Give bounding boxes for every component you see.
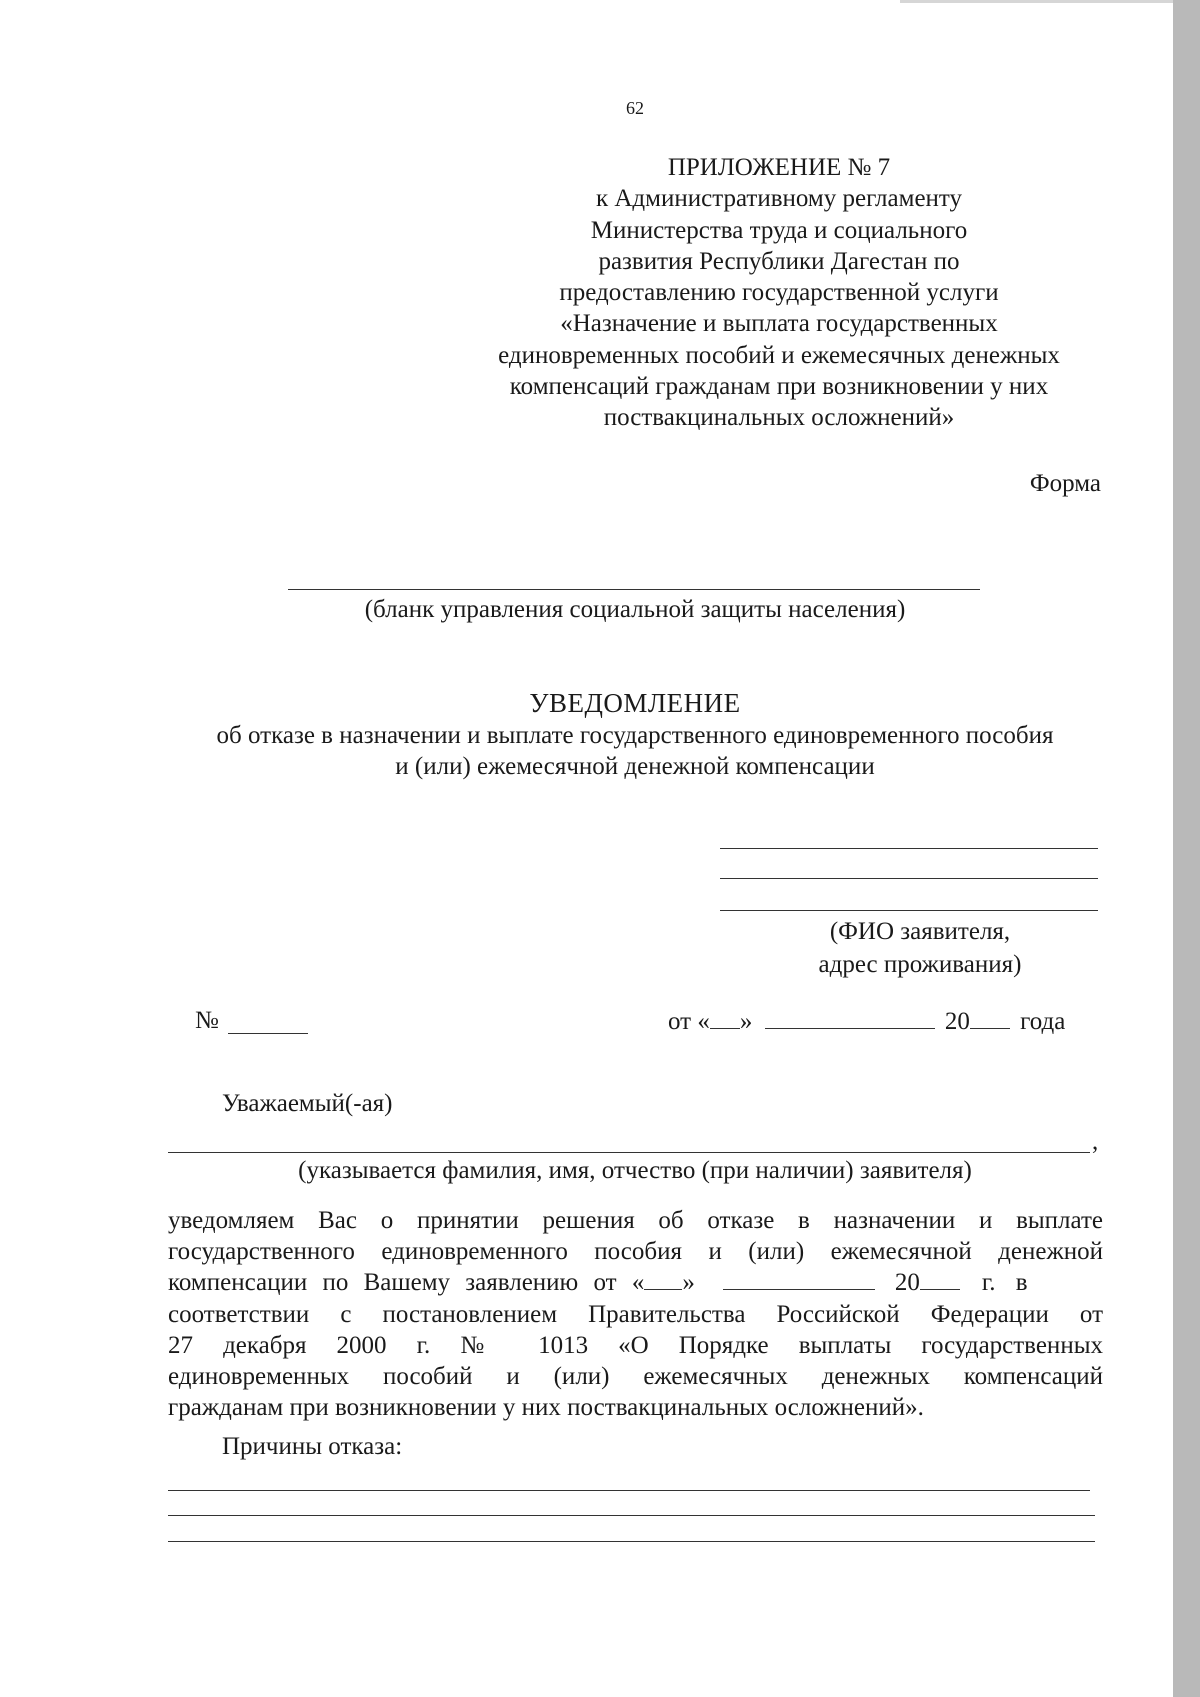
body-line: государственного единовременного пособия и (или) ежемесячной денежной <box>168 1238 1103 1266</box>
notice-subtitle-line: и (или) ежемесячной денежной компенсации <box>395 753 875 780</box>
recipient-caption-line: (ФИО заявителя, <box>829 918 1011 945</box>
date-year-prefix: 20 <box>944 1008 970 1035</box>
applicant-name-hint: (указывается фамилия, имя, отчество (при наличии) заявителя) <box>298 1157 972 1184</box>
body-line: гражданам при возникновении у них поствакцинальных осложнений». <box>168 1394 924 1422</box>
body-line3-start: компенсации по Вашему заявлению от « <box>168 1269 645 1297</box>
notice-subtitle <box>150 720 1120 782</box>
date-close-quote: » <box>739 1008 753 1035</box>
body-line: соответствии с постановлением Правительства Российской Федерации от <box>168 1300 1103 1328</box>
recipient-blank-line <box>720 848 1098 849</box>
appendix-line: поствакцинальных осложнений» <box>603 404 955 432</box>
body-line: уведомляем Вас о принятии решения об отказе в назначении и выплате <box>168 1207 1103 1234</box>
body-month-blank <box>723 1269 875 1290</box>
body-line3-quote: » <box>682 1269 695 1297</box>
date-month-blank <box>765 1008 935 1029</box>
date-year-suffix: года <box>1020 1008 1066 1035</box>
appendix-header <box>420 152 1138 434</box>
body-year-prefix: 20 <box>894 1269 920 1297</box>
appendix-line: «Назначение и выплата государственных <box>560 310 998 338</box>
reason-blank-line <box>168 1515 1095 1516</box>
letterhead-blank-line <box>288 589 980 590</box>
appendix-line: компенсаций гражданам при возникновении у них <box>509 373 1049 401</box>
body-line: 27 декабря 2000 г. № 1013 «О Порядке выплаты государственных <box>168 1331 1103 1359</box>
letterhead-caption: (бланк управления социальной защиты населения) <box>364 596 906 623</box>
reason-blank-line <box>168 1490 1090 1491</box>
recipient-caption-line: адрес проживания) <box>818 951 1022 978</box>
applicant-name-blank-line <box>168 1152 1090 1153</box>
recipient-blank-line <box>720 910 1098 911</box>
body-year-blank <box>920 1269 960 1290</box>
body-line: единовременных пособий и (или) ежемесячных денежных компенсаций <box>168 1363 1103 1391</box>
document-number-label: № <box>195 1007 219 1034</box>
document-number-blank <box>228 1033 308 1034</box>
appendix-line: к Административному регламенту <box>595 185 963 213</box>
recipient-caption <box>720 915 1120 981</box>
greeting: Уважаемый(-ая) <box>222 1090 393 1117</box>
body-line-with-date <box>168 1267 1103 1298</box>
notice-body <box>168 1205 1103 1423</box>
refusal-reasons-label: Причины отказа: <box>222 1433 403 1460</box>
appendix-line: единовременных пособий и ежемесячных денежных <box>498 341 1060 369</box>
document-date-row <box>668 1008 1065 1036</box>
scan-edge <box>1173 0 1200 1697</box>
appendix-line: Министерства труда и социального <box>590 216 968 244</box>
appendix-line: развития Республики Дагестан по <box>598 247 960 275</box>
appendix-line: предоставлению государственной услуги <box>559 279 999 307</box>
date-year-blank <box>970 1008 1010 1029</box>
date-from-label: от « <box>668 1008 710 1035</box>
notice-title: УВЕДОМЛЕНИЕ <box>529 688 741 718</box>
appendix-line: ПРИЛОЖЕНИЕ № 7 <box>667 154 891 181</box>
form-label: Форма <box>1029 470 1101 497</box>
page-number: 62 <box>626 98 644 118</box>
recipient-blank-line <box>720 878 1098 879</box>
scan-edge-top <box>900 0 1173 3</box>
name-line-comma: , <box>1092 1128 1099 1155</box>
body-day-blank <box>644 1269 682 1290</box>
reason-blank-line <box>168 1541 1095 1542</box>
notice-subtitle-line: об отказе в назначении и выплате государственного единовременного пособия <box>216 722 1054 749</box>
body-line3-end: г. в <box>981 1269 1028 1297</box>
date-day-blank <box>710 1008 740 1029</box>
